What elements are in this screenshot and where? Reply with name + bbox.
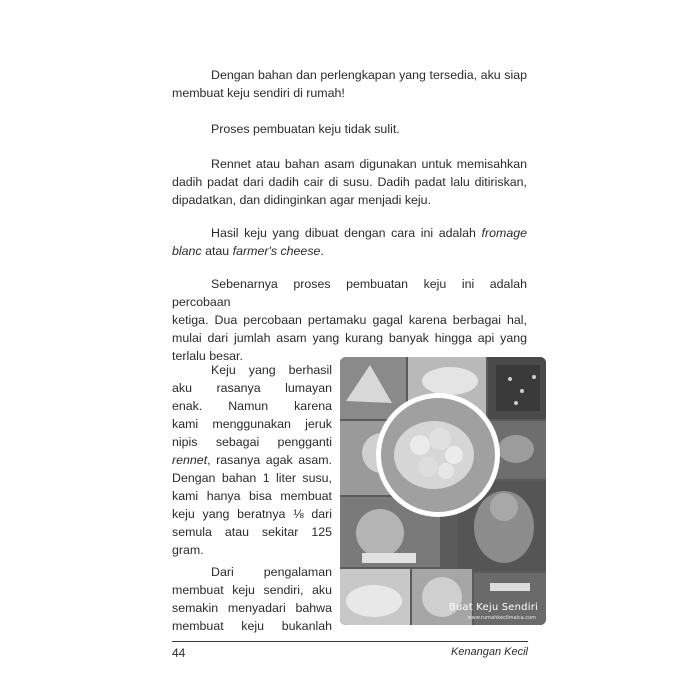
running-title: Kenangan Kecil (450, 646, 528, 658)
paragraph-line: Sebenarnya proses pembuatan keju ini adalah percobaan (172, 277, 527, 309)
photo-url: www.rumahkecilmaica.com (467, 615, 536, 621)
paragraph-line: Dengan bahan 1 liter susu, (172, 471, 332, 485)
cheese-making-photo-collage (340, 357, 546, 625)
italic-term: blanc (172, 244, 202, 258)
paragraph-line: membuat keju sendiri di rumah! (172, 86, 345, 100)
paragraph-process (172, 120, 527, 138)
paragraph-line: terlalu besar. (172, 349, 243, 363)
paragraph-line: Keju yang berhasil (211, 363, 332, 377)
footer-divider (172, 641, 528, 642)
paragraph-third-attempt (172, 275, 527, 365)
paragraph-line: semula atau sekitar 125 (172, 525, 332, 539)
paragraph-line: enak. Namun karena (172, 399, 332, 413)
paragraph-line: nipis sebagai pengganti (172, 435, 332, 449)
paragraph-experience (172, 563, 332, 635)
paragraph-line: aku rasanya lumayan (172, 381, 332, 395)
paragraph-line: dipadatkan, dan didinginkan agar menjadi keju. (172, 193, 432, 207)
paragraph-line: Proses pembuatan keju tidak sulit. (211, 122, 400, 136)
paragraph-line: dadih padat dari dadih cair di susu. Dadih padat lalu ditiriskan, (172, 175, 527, 189)
paragraph-line: atau (205, 244, 230, 258)
paragraph-line: ketiga. Dua percobaan pertamaku gagal karena berbagai hal, (172, 313, 527, 327)
paragraph-result (172, 224, 527, 260)
paragraph-rennet (172, 155, 527, 209)
paragraph-taste (172, 361, 332, 559)
paragraph-line: Hasil keju yang dibuat dengan cara ini adalah (211, 226, 476, 240)
punctuation: . (320, 244, 324, 258)
paragraph-line: mulai dari jumlah asam yang kurang banyak hingga api yang (172, 331, 527, 345)
paragraph-line: keju yang beratnya ⅛ dari (172, 507, 332, 521)
photo-collage-image (340, 357, 546, 625)
paragraph-line: kami menggunakan jeruk (172, 417, 332, 431)
italic-term: farmer's cheese (232, 244, 321, 258)
paragraph-line: Dengan bahan dan perlengkapan yang tersedia, aku siap (211, 68, 527, 82)
page-number: 44 (172, 646, 186, 660)
paragraph-line: kami hanya bisa membuat (172, 489, 332, 503)
paragraph-line: Rennet atau bahan asam digunakan untuk memisahkan (211, 157, 527, 171)
photo-caption: Buat Keju Sendiri (448, 602, 538, 613)
paragraph-line: membuat keju bukanlah (172, 619, 332, 633)
paragraph-line: Dari pengalaman (211, 565, 332, 579)
paragraph-line: , rasanya agak asam. (207, 453, 332, 467)
paragraph-line: membuat keju sendiri, aku (172, 583, 332, 597)
italic-term: fromage (481, 226, 527, 240)
paragraph-line: semakin menyadari bahwa (172, 601, 332, 615)
paragraph-ready (172, 66, 527, 102)
italic-term: rennet (172, 453, 208, 467)
paragraph-line: gram. (172, 543, 204, 557)
